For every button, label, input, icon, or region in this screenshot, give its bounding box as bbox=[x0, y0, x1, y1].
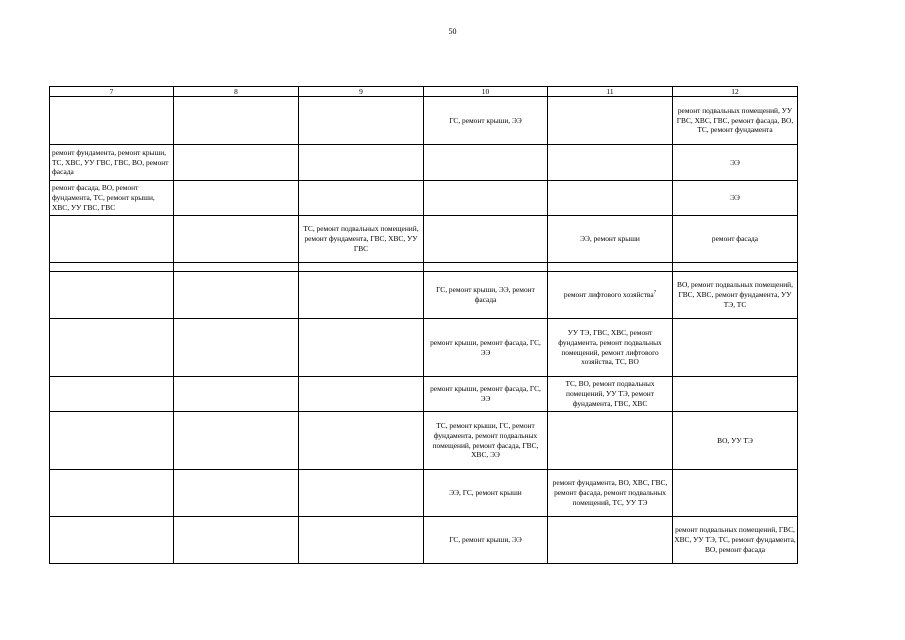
column-header: 11 bbox=[548, 87, 673, 97]
table-cell bbox=[299, 181, 424, 216]
table-row bbox=[50, 319, 798, 377]
table-cell bbox=[673, 470, 798, 517]
table-cell: ремонт фундамента, ВО, ХВС, ГВС, ремонт фасада, ремонт подвальных помещений, ТС, УУ ТЭ bbox=[548, 470, 673, 517]
table-row bbox=[50, 145, 798, 181]
table-cell: ГС, ремонт крыши, ЭЭ bbox=[424, 97, 548, 145]
table-cell: ЭЭ bbox=[673, 181, 798, 216]
table-cell bbox=[50, 216, 174, 263]
table-cell bbox=[174, 181, 299, 216]
table-cell bbox=[299, 377, 424, 412]
table-cell bbox=[50, 319, 174, 377]
page-number: 50 bbox=[448, 27, 457, 36]
table-row bbox=[50, 181, 798, 216]
table-cell: ТС, ВО, ремонт подвальных помещений, УУ ТЭ, ремонт фундамента, ГВС, ХВС bbox=[548, 377, 673, 412]
table-cell bbox=[548, 263, 673, 272]
table-cell bbox=[299, 145, 424, 181]
table-cell bbox=[174, 319, 299, 377]
table-cell: ГС, ремонт крыши, ЭЭ bbox=[424, 517, 548, 564]
table-cell bbox=[424, 263, 548, 272]
table-cell bbox=[50, 517, 174, 564]
table-cell bbox=[673, 263, 798, 272]
table-cell bbox=[673, 377, 798, 412]
column-header: 7 bbox=[50, 87, 174, 97]
table-cell bbox=[174, 272, 299, 319]
table-row bbox=[50, 272, 798, 319]
table-cell: ремонт крыши, ремонт фасада, ГС, ЭЭ bbox=[424, 319, 548, 377]
table-cell: ТС, ремонт подвальных помещений, ремонт фундамента, ГВС, ХВС, УУ ГВС bbox=[299, 216, 424, 263]
table-cell: ВО, УУ ТЭ bbox=[673, 412, 798, 470]
table-cell bbox=[299, 263, 424, 272]
table-cell bbox=[548, 181, 673, 216]
table-cell bbox=[174, 263, 299, 272]
table-cell bbox=[424, 145, 548, 181]
column-header: 9 bbox=[299, 87, 424, 97]
table-cell bbox=[174, 517, 299, 564]
table-cell: ЭЭ bbox=[673, 145, 798, 181]
table-cell bbox=[548, 412, 673, 470]
table-cell bbox=[548, 97, 673, 145]
table-row bbox=[50, 412, 798, 470]
table-row bbox=[50, 216, 798, 263]
table-cell: ремонт крыши, ремонт фасада, ГС, ЭЭ bbox=[424, 377, 548, 412]
table-row bbox=[50, 97, 798, 145]
table-row bbox=[50, 263, 798, 272]
table-cell: ТС, ремонт крыши, ГС, ремонт фундамента, ремонт подвальных помещений, ремонт фасада, ГВС, ХВС, ЭЭ bbox=[424, 412, 548, 470]
table-cell: ремонт фасада bbox=[673, 216, 798, 263]
table-cell: ЭЭ, ГС, ремонт крыши bbox=[424, 470, 548, 517]
table-cell bbox=[673, 319, 798, 377]
table-cell bbox=[548, 145, 673, 181]
table-cell: ремонт фундамента, ремонт крыши, ТС, ХВС, УУ ГВС, ГВС, ВО, ремонт фасада bbox=[50, 145, 174, 181]
table-cell-text: ремонт лифтового хозяйства bbox=[563, 290, 654, 300]
table-cell bbox=[50, 470, 174, 517]
table-cell bbox=[424, 216, 548, 263]
table-row bbox=[50, 377, 798, 412]
table-cell bbox=[174, 97, 299, 145]
table-cell: ремонт фасада, ВО, ремонт фундамента, ТС, ремонт крыши, ХВС, УУ ГВС, ГВС bbox=[50, 181, 174, 216]
table-cell bbox=[174, 377, 299, 412]
table-cell: ГС, ремонт крыши, ЭЭ, ремонт фасада bbox=[424, 272, 548, 319]
table-cell bbox=[174, 145, 299, 181]
table-row bbox=[50, 470, 798, 517]
table-cell bbox=[424, 181, 548, 216]
table-cell bbox=[50, 412, 174, 470]
table-cell: ремонт подвальных помещений, УУ ГВС, ХВС, ГВС, ремонт фасада, ВО, ТС, ремонт фундамента bbox=[673, 97, 798, 145]
column-header: 8 bbox=[174, 87, 299, 97]
table-cell bbox=[299, 470, 424, 517]
table-cell bbox=[174, 216, 299, 263]
table-cell: ЭЭ, ремонт крыши bbox=[548, 216, 673, 263]
table-cell bbox=[299, 97, 424, 145]
table-cell bbox=[548, 272, 673, 319]
table-cell bbox=[299, 412, 424, 470]
table-cell bbox=[174, 412, 299, 470]
column-header: 12 bbox=[673, 87, 798, 97]
table-cell: ВО, ремонт подвальных помещений, ГВС, ХВС, ремонт фундамента, УУ ТЭ, ТС bbox=[673, 272, 798, 319]
table-cell bbox=[50, 97, 174, 145]
table-cell bbox=[299, 517, 424, 564]
table-cell bbox=[299, 272, 424, 319]
table-cell bbox=[50, 377, 174, 412]
table-cell bbox=[299, 319, 424, 377]
table-cell: УУ ТЭ, ГВС, ХВС, ремонт фундамента, ремонт подвальных помещений, ремонт лифтового хозяйства, ТС, ВО bbox=[548, 319, 673, 377]
table-cell bbox=[174, 470, 299, 517]
table-row bbox=[50, 517, 798, 564]
table-cell bbox=[50, 272, 174, 319]
table-cell bbox=[50, 263, 174, 272]
column-header: 10 bbox=[424, 87, 548, 97]
works-table bbox=[49, 86, 798, 564]
header-row bbox=[50, 87, 798, 97]
table-cell: ремонт подвальных помещений, ГВС, ХВС, УУ ТЭ, ТС, ремонт фундамента, ВО, ремонт фасада bbox=[673, 517, 798, 564]
footnote-mark: 7 bbox=[653, 290, 657, 296]
table-cell bbox=[548, 517, 673, 564]
